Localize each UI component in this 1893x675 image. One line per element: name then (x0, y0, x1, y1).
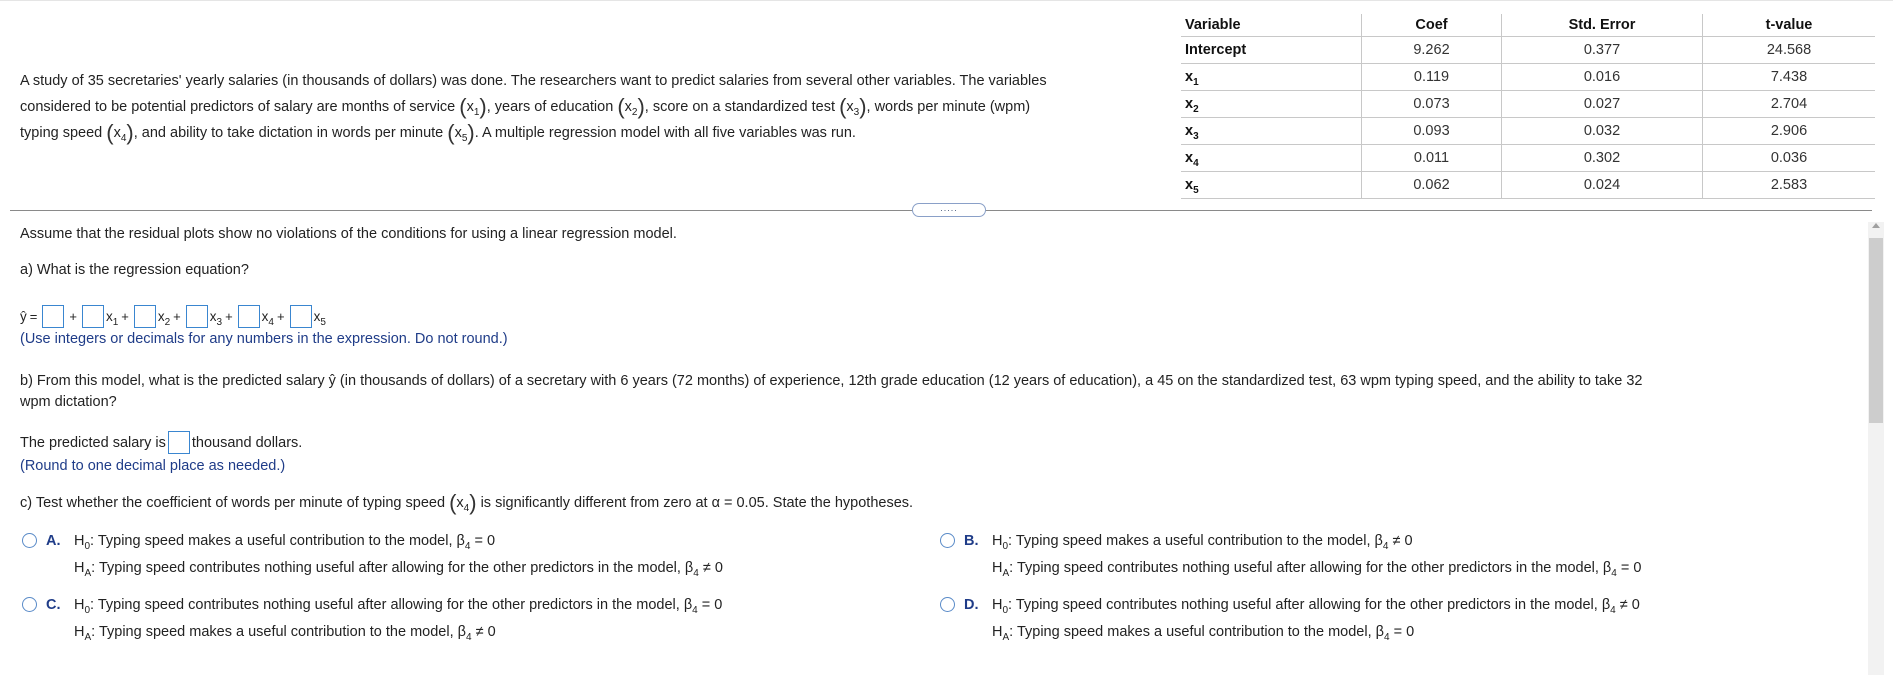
row-t-value: 2.583 (1703, 172, 1876, 199)
radio-button[interactable] (22, 533, 37, 548)
table-row (1181, 37, 1875, 64)
x2-coef-input[interactable] (134, 305, 156, 328)
header-std-error: Std. Error (1502, 14, 1703, 37)
table-row (1181, 145, 1875, 172)
table-row (1181, 91, 1875, 118)
part-b-hint: (Round to one decimal place as needed.) (20, 458, 286, 474)
row-coef: 0.073 (1362, 91, 1502, 118)
table-header-row (1181, 14, 1875, 37)
x4-coef-input[interactable] (238, 305, 260, 328)
part-a-question: a) What is the regression equation? (20, 262, 249, 278)
row-variable: $x_5$ (1181, 172, 1362, 199)
header-t-value: t-value (1703, 14, 1876, 37)
row-std-error: 0.016 (1502, 64, 1703, 91)
row-coef: 0.093 (1362, 118, 1502, 145)
predicted-salary-input[interactable] (168, 431, 190, 454)
regression-coefficient-table (1181, 14, 1875, 199)
x1-coef-input[interactable] (82, 305, 104, 328)
row-coef: 0.011 (1362, 145, 1502, 172)
row-variable: $x_3$ (1181, 118, 1362, 145)
intro-line-1: A study of 35 secretaries' yearly salaries (in thousands of dollars) was done. The researchers want to predict salaries from several other variables. The variables (20, 73, 1047, 89)
table-row (1181, 64, 1875, 91)
row-std-error: 0.377 (1502, 37, 1703, 64)
scroll-up-arrow-icon[interactable] (1872, 223, 1880, 228)
part-b-question-line-1: b) From this model, what is the predicted salary ŷ (in thousands of dollars) of a secretary with 6 years (72 months) of experience, 12th grade education (12 years of education), a 45 on the standardized test, 63 wpm typing speed, and the ability to take 32 (20, 373, 1643, 389)
intro-line-3: typing speed $(x_4)$, and ability to take dictation in words per minute $(x_5)$. A multiple regression model with all five variables was run. (20, 120, 856, 145)
part-b-question-line-2: wpm dictation? (20, 394, 117, 410)
top-border (0, 0, 1893, 1)
row-std-error: 0.032 (1502, 118, 1703, 145)
predicted-salary-row: The predicted salary is thousand dollars. (20, 431, 302, 454)
radio-button[interactable] (940, 533, 955, 548)
part-a-hint: (Use integers or decimals for any numbers in the expression. Do not round.) (20, 331, 508, 347)
row-t-value: 2.704 (1703, 91, 1876, 118)
x5-coef-input[interactable] (290, 305, 312, 328)
row-std-error: 0.302 (1502, 145, 1703, 172)
table-row (1181, 118, 1875, 145)
row-coef: 0.119 (1362, 64, 1502, 91)
intro-line-2: considered to be potential predictors of salary are months of service $(x_1)$, years of education $(x_2)$, score on a standardized test $(x_3)$, words per minute (wpm) (20, 94, 1031, 119)
table-row (1181, 172, 1875, 199)
row-std-error: 0.027 (1502, 91, 1703, 118)
header-coef: Coef (1362, 14, 1502, 37)
row-variable: $x_2$ (1181, 91, 1362, 118)
row-variable: $x_1$ (1181, 64, 1362, 91)
scrollbar-thumb[interactable] (1869, 238, 1883, 423)
row-variable: $x_4$ (1181, 145, 1362, 172)
row-t-value: 7.438 (1703, 64, 1876, 91)
row-t-value: 2.906 (1703, 118, 1876, 145)
row-coef: 0.062 (1362, 172, 1502, 199)
part-c-question: c) Test whether the coefficient of words per minute of typing speed $(x_4)$ is significantly different from zero at α = 0.05. State the hypotheses. (20, 490, 914, 515)
problem-intro (20, 68, 1175, 146)
y-hat-symbol: ŷ (20, 309, 27, 324)
row-t-value: 24.568 (1703, 37, 1876, 64)
radio-button[interactable] (940, 597, 955, 612)
x3-coef-input[interactable] (186, 305, 208, 328)
radio-button[interactable] (22, 597, 37, 612)
header-variable: Variable (1181, 14, 1362, 37)
row-variable: Intercept (1181, 37, 1362, 64)
intercept-input[interactable] (42, 305, 64, 328)
row-std-error: 0.024 (1502, 172, 1703, 199)
expand-toggle-button[interactable]: ..... (912, 203, 986, 217)
row-t-value: 0.036 (1703, 145, 1876, 172)
assumption-text: Assume that the residual plots show no violations of the conditions for using a linear regression model. (20, 226, 677, 242)
regression-equation: ŷ = + $x_1$ + $x_2$ + $x_3$ + $x_4$ + $x_5$ (20, 305, 326, 328)
row-coef: 9.262 (1362, 37, 1502, 64)
